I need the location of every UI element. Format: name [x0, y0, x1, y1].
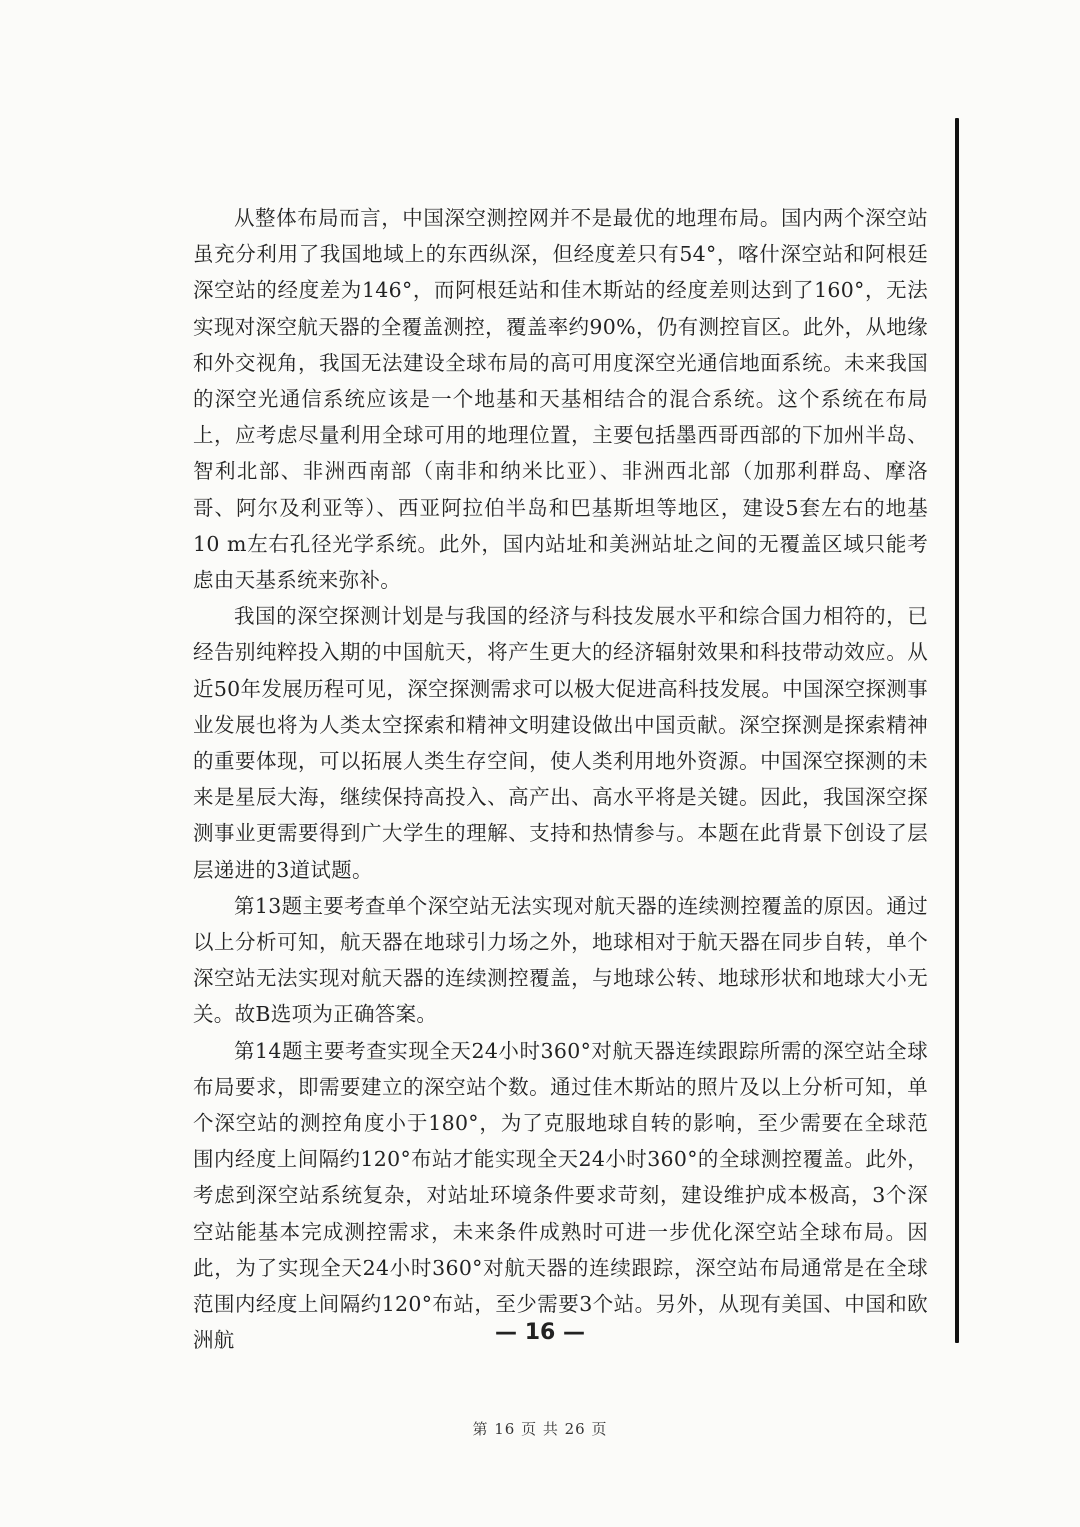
body-text: [193, 200, 928, 1359]
paragraph-layout-overview: 从整体布局而言，中国深空测控网并不是最优的地理布局。国内两个深空站虽充分利用了我国地域上的东西纵深，但经度差只有54°，喀什深空站和阿根廷深空站的经度差为146°，而阿根廷站和佳木斯站的经度差则达到了160°，无法实现对深空航天器的全覆盖测控，覆盖率约90%，仍有测控盲区。此外，从地缘和外交视角，我国无法建设全球布局的高可用度深空光通信地面系统。未来我国的深空光通信系统应该是一个地基和天基相结合的混合系统。这个系统在布局上，应考虑尽量利用全球可用的地理位置，主要包括墨西哥西部的下加州半岛、智利北部、非洲西南部（南非和纳米比亚）、非洲西北部（加那利群岛、摩洛哥、阿尔及利亚等）、西亚阿拉伯半岛和巴基斯坦等地区，建设5套左右的地基10 m左右孔径光学系统。此外，国内站址和美洲站址之间的无覆盖区域只能考虑由天基系统来弥补。: [193, 206, 928, 593]
page-number: — 16 —: [495, 1320, 585, 1345]
paragraph-question-14: 第14题主要考查实现全天24小时360°对航天器连续跟踪所需的深空站全球布局要求，即需要建立的深空站个数。通过佳木斯站的照片及以上分析可知，单个深空站的测控角度小于180°，为了克服地球自转的影响，至少需要在全球范围内经度上间隔约120°布站才能实现全天24小时360°的全球测控覆盖。此外，考虑到深空站系统复杂，对站址环境条件要求苛刻，建设维护成本极高，3个深空站能基本完成测控需求，未来条件成熟时可进一步优化深空站全球布局。因此，为了实现全天24小时360°对航天器的连续跟踪，深空站布局通常是在全球范围内经度上间隔约120°布站，至少需要3个站。另外，从现有美国、中国和欧洲航: [193, 1038, 928, 1353]
page-footer: 第 16 页 共 26 页: [472, 1420, 608, 1438]
binding-edge-line: [955, 118, 959, 1343]
paragraph-question-13: 第13题主要考查单个深空站无法实现对航天器的连续测控覆盖的原因。通过以上分析可知，航天器在地球引力场之外，地球相对于航天器在同步自转，单个深空站无法实现对航天器的连续测控覆盖，与地球公转、地球形状和地球大小无关。故B选项为正确答案。: [193, 893, 928, 1027]
paragraph-exploration-plan: 我国的深空探测计划是与我国的经济与科技发展水平和综合国力相符的，已经告别纯粹投入期的中国航天，将产生更大的经济辐射效果和科技带动效应。从近50年发展历程可见，深空探测需求可以极大促进高科技发展。中国深空探测事业发展也将为人类太空探索和精神文明建设做出中国贡献。深空探测是探索精神的重要体现，可以拓展人类生存空间，使人类利用地外资源。中国深空探测的未来是星辰大海，继续保持高投入、高产出、高水平将是关键。因此，我国深空探测事业更需要得到广大学生的理解、支持和热情参与。本题在此背景下创设了层层递进的3道试题。: [193, 604, 928, 882]
